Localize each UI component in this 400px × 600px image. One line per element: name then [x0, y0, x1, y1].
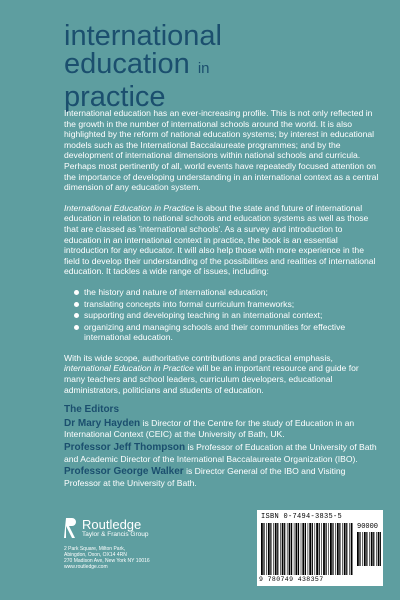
- barcode-bar: [263, 523, 264, 575]
- editor-description: is Director of the Centre for the study of Education in an International Context (CEIC) at the University of Bath, UK.: [64, 417, 355, 440]
- barcode-bar: [319, 523, 320, 575]
- address-line: 270 Madison Ave, New York NY 10016: [64, 558, 150, 564]
- barcode-bar: [277, 523, 278, 575]
- barcode-bar: [321, 523, 322, 575]
- barcode-bar: [298, 523, 299, 575]
- blurb-paragraph-3-a: With its wide scope, authoritative contributions and practical emphasis,: [64, 352, 333, 363]
- title-line-2: [64, 50, 222, 83]
- barcode-bar: [357, 532, 359, 566]
- isbn-text: ISBN 0-7494-3835-5: [261, 513, 343, 521]
- address-line: 2 Park Square, Milton Park,: [64, 546, 126, 552]
- blurb-paragraph-1: International education has an ever-increasing profile. This is not only reflected in the growth in the number of international schools around the world. It is also highlighted by the reform of national education systems; by interest in educational models such as the International Baccalaureate programmes; and by the development of international dimensions within national schools and curricula. Perhaps most pertinently of all, world events have repeatedly focused attention on the importance of developing understanding in an international context as a central dimension of any education system.: [64, 108, 379, 193]
- barcode-bar: [308, 523, 309, 575]
- blurb-paragraph-3: [64, 353, 380, 395]
- editor-name: Dr Mary Hayden: [64, 417, 141, 429]
- price-barcode: [357, 532, 381, 566]
- barcode-bar: [296, 523, 298, 575]
- barcode-bar: [301, 523, 302, 575]
- price-code: 90000: [357, 523, 379, 531]
- barcode-bar: [332, 523, 333, 575]
- publisher-group: Taylor & Francis Group: [82, 530, 149, 538]
- ean-number: 9 780749 438357: [259, 576, 324, 583]
- barcode-bar: [335, 523, 336, 575]
- editor-description: is Director General of the IBO and Visiting Professor at the University of Bath.: [64, 466, 346, 488]
- book-title: [64, 22, 222, 111]
- barcode-bar: [268, 523, 270, 575]
- barcode-bar: [359, 532, 360, 566]
- barcode-bar: [376, 532, 377, 566]
- title-line-2-small: in: [197, 60, 210, 77]
- barcode-bar: [282, 523, 284, 575]
- barcode-bar: [275, 523, 277, 575]
- barcode-bar: [289, 523, 291, 575]
- book-title-italic: International Education in Practice: [64, 202, 195, 213]
- editor-entry: [64, 466, 380, 488]
- barcode-bar: [380, 532, 381, 566]
- address-line: Abingdon, Oxon, OX14 4RN: [64, 552, 127, 558]
- barcode-bar: [280, 523, 281, 575]
- editor-name: Professor George Walker: [64, 466, 184, 478]
- barcode-bar: [366, 532, 367, 566]
- barcode-bar: [309, 523, 311, 575]
- title-line-2-main: education: [64, 48, 190, 80]
- barcode-bar: [323, 523, 325, 575]
- title-line-1: international: [64, 20, 222, 52]
- title-line-3: practice: [64, 81, 166, 113]
- editor-entry: [64, 418, 380, 440]
- book-title-italic-2: international Education in Practice: [64, 363, 194, 374]
- barcode-bar: [273, 523, 274, 575]
- barcode-bar: [362, 532, 363, 566]
- blurb-paragraph-3-b: will be an important resource and guide for many teachers and school leaders, curriculum developers, educational administrators, politicians and students of education.: [64, 363, 359, 395]
- barcode-bar: [305, 523, 306, 575]
- barcode-bar: [342, 523, 343, 575]
- editors-heading: The Editors: [64, 404, 120, 416]
- blurb-paragraph-2-text: is about the state and future of international education in relation to national schools and education systems as well as those that are classed as 'international schools'. As a survey and introduction to education in an international context in practice, the book is an essential introduction for any educator. It will also help those with more experience in the field to develop their understanding of the possibilities and realities of international education. It tackles a wide range of issues, including:: [64, 202, 376, 277]
- barcode-bar: [312, 523, 313, 575]
- barcode-bar: [315, 523, 316, 575]
- barcode-bar: [330, 523, 332, 575]
- barcode-bar: [344, 523, 346, 575]
- barcode-bar: [291, 523, 292, 575]
- barcode-bar: [261, 523, 263, 575]
- barcode-bar: [326, 523, 327, 575]
- barcode-bar: [316, 523, 318, 575]
- publisher-block: [64, 516, 214, 570]
- barcode-bar: [369, 532, 370, 566]
- list-item: organizing and managing schools and their communities for effective international education.: [74, 322, 380, 343]
- barcode-bar: [270, 523, 271, 575]
- editor-description: is Professor of Education at the University of Bath and Academic Director of the International Baccalaureate Organization (IBO).: [64, 442, 377, 464]
- barcode-bar: [266, 523, 267, 575]
- editor-entry: [64, 442, 380, 464]
- publisher-name: Routledge: [82, 516, 142, 532]
- barcode-bar: [346, 523, 347, 575]
- barcode-bar: [337, 523, 339, 575]
- barcode-bar: [373, 532, 374, 566]
- barcode-bar: [349, 523, 350, 575]
- barcode-bar: [351, 523, 353, 575]
- list-item: supporting and developing teaching in an international context;: [74, 310, 380, 321]
- barcode-bar: [287, 523, 288, 575]
- list-item: the history and nature of international education;: [74, 287, 380, 298]
- barcode-bar: [284, 523, 285, 575]
- barcode-panel: [257, 510, 383, 586]
- barcode-bar: [302, 523, 304, 575]
- routledge-logo-icon: [64, 516, 76, 540]
- barcode-bar: [339, 523, 340, 575]
- barcode-bar: [371, 532, 373, 566]
- ean-barcode: [261, 523, 353, 575]
- barcode-bar: [328, 523, 329, 575]
- barcode-bar: [294, 523, 295, 575]
- address-line: www.routledge.com: [64, 564, 108, 570]
- publisher-logo: [64, 516, 214, 540]
- barcode-bar: [378, 532, 380, 566]
- list-item: translating concepts into formal curriculum frameworks;: [74, 299, 380, 310]
- issues-list: [64, 287, 380, 343]
- barcode-bar: [364, 532, 366, 566]
- back-cover-blurb: [64, 108, 380, 490]
- editor-name: Professor Jeff Thompson: [64, 442, 186, 454]
- blurb-paragraph-2: [64, 203, 380, 277]
- publisher-address: [64, 546, 214, 570]
